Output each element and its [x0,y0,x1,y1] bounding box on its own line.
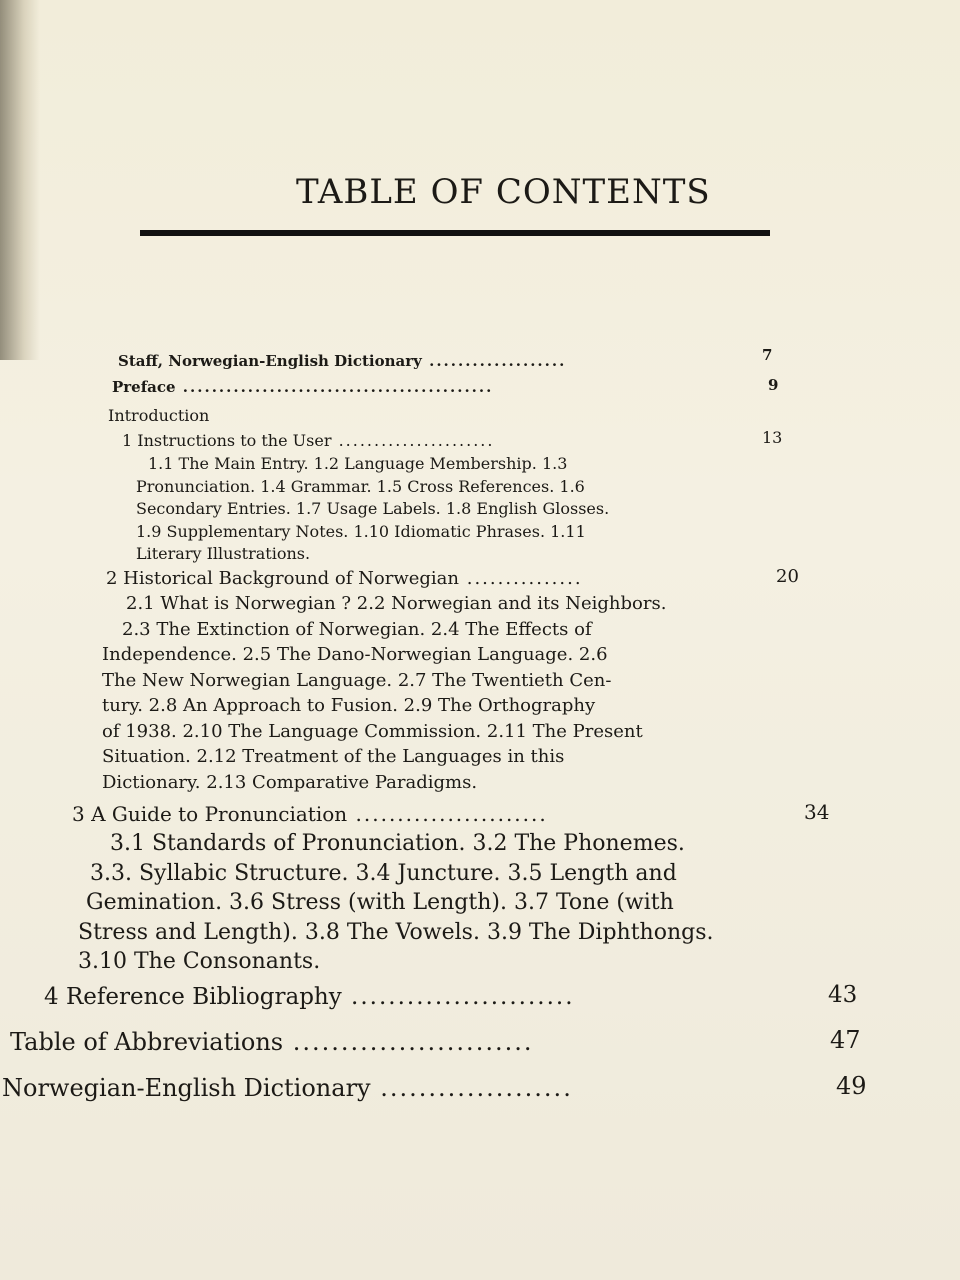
subsection-line: Situation. 2.12 Treatment of the Languages in this [102,746,565,767]
subsection-line: tury. 2.8 An Approach to Fusion. 2.9 The Orthography [102,695,596,716]
subsection-line: Pronunciation. 1.4 Grammar. 1.5 Cross References. 1.6 [136,476,585,496]
toc-entry-introduction: Introduction [108,406,210,425]
toc-entry-historical [106,568,583,589]
leader-dots: ............... [459,568,583,589]
toc-entry-pronunciation [72,802,548,826]
subsection-list-pronunciation [78,829,714,977]
subsection-line: of 1938. 2.10 The Language Commission. 2.11 The Present [102,720,643,742]
toc-page-number: 7 [762,346,773,364]
entry-label: Preface [112,378,176,396]
subsection-line: 1.1 The Main Entry. 1.2 Language Membership. 1.3 [148,454,568,473]
toc-entry-staff [118,352,566,370]
subsection-line: Stress and Length). 3.8 The Vowels. 3.9 The Diphthongs. [78,919,714,945]
subsection-line: Literary Illustrations. [136,544,311,563]
toc-entry-bibliography [44,984,575,1010]
leader-dots: ......................... [283,1028,534,1056]
subsection-list-historical [102,591,666,795]
subsection-line: 3.3. Syllabic Structure. 3.4 Juncture. 3.5 Length and [90,860,677,886]
toc-page-number: 9 [768,376,779,394]
leader-dots: ........................ [341,984,575,1010]
toc-page-number: 49 [836,1072,867,1100]
entry-label: 2 Historical Background of Norwegian [106,568,460,589]
toc-entry-instructions [122,431,494,450]
toc-page-number: 47 [830,1026,861,1054]
toc-page-number: 13 [762,428,783,447]
subsection-line: 3.10 The Consonants. [78,949,321,974]
leader-dots: ........................................... [175,378,494,396]
entry-label: Table of Abbreviations [10,1028,284,1056]
entry-label: 1 Instructions to the User [122,431,332,450]
entry-label: 3 A Guide to Pronunciation [72,802,348,826]
subsection-line: Secondary Entries. 1.7 Usage Labels. 1.8 English Glosses. [136,499,610,518]
toc-page-number: 20 [776,566,799,587]
subsection-line: 2.1 What is Norwegian ? 2.2 Norwegian and its Neighbors. [126,593,667,614]
leader-dots: ....................... [347,802,548,826]
leader-dots: ................... [421,352,567,370]
leader-dots: .................... [370,1074,573,1102]
toc-entry-preface [112,378,493,396]
entry-label: 4 Reference Bibliography [44,984,342,1010]
subsection-line: 1.9 Supplementary Notes. 1.10 Idiomatic Phrases. 1.11 [136,521,586,541]
entry-label: Staff, Norwegian-English Dictionary [118,352,422,370]
toc-page-number: 34 [804,800,830,824]
subsection-list-instructions [136,453,609,566]
subsection-line: Gemination. 3.6 Stress (with Length). 3.7 Tone (with [86,890,674,915]
toc-entry-abbreviations [10,1028,533,1056]
toc-entry-dictionary [2,1074,573,1102]
page-title: TABLE OF CONTENTS [296,172,711,212]
subsection-line: 3.1 Standards of Pronunciation. 3.2 The Phonemes. [110,831,685,856]
subsection-line: Dictionary. 2.13 Comparative Paradigms. [102,771,478,793]
subsection-line: The New Norwegian Language. 2.7 The Twentieth Cen- [102,669,612,691]
toc-page-number: 43 [828,982,858,1008]
subsection-line: Independence. 2.5 The Dano-Norwegian Language. 2.6 [102,644,608,665]
subsection-line: 2.3 The Extinction of Norwegian. 2.4 The Effects of [122,618,592,640]
entry-label: Norwegian-English Dictionary [2,1074,371,1102]
leader-dots: ...................... [331,431,495,450]
